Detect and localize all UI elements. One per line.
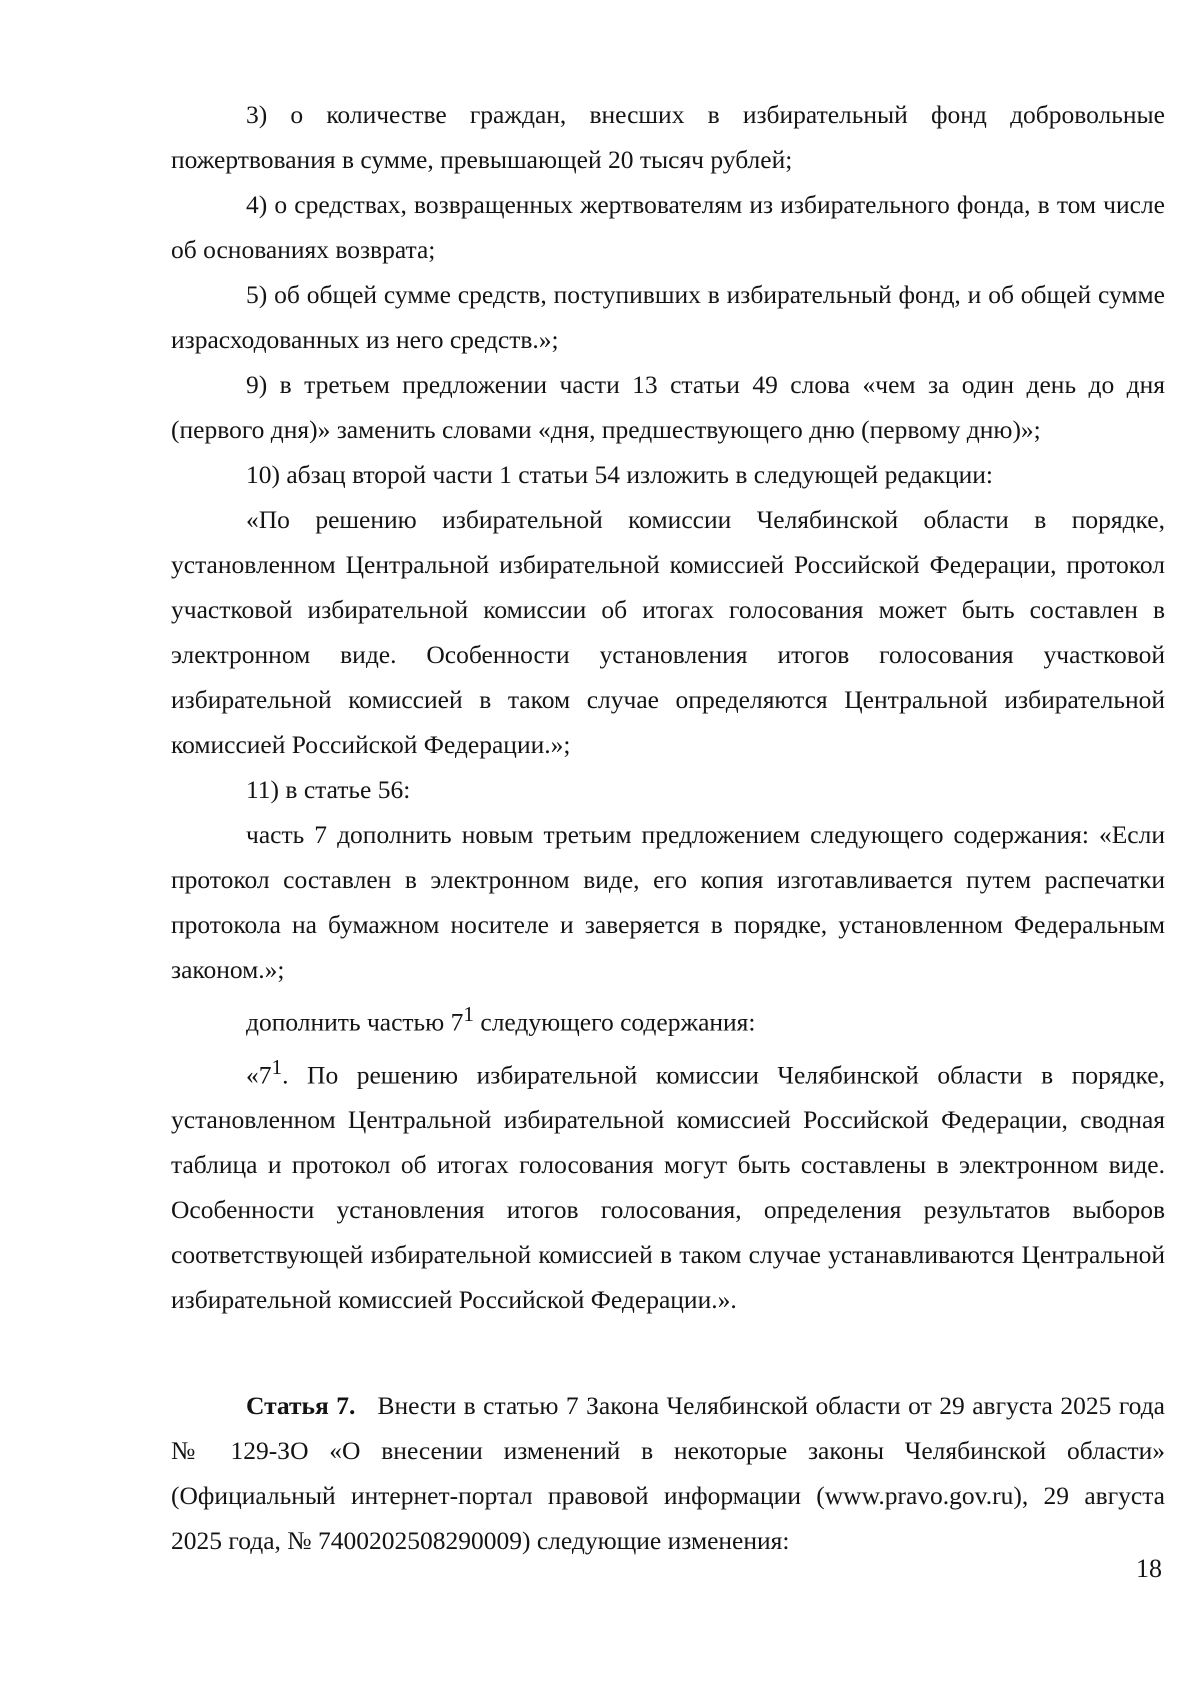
article-7 xyxy=(171,1383,1165,1563)
new-part-text: . По решению избирательной комиссии Челябинской области в порядке, установленном Центральной избирательной комиссией Российской Федерации, сводная таблица и протокол об итогах голосования могут быть составлены в электронном виде. Особенности установления итогов голосования, определения результатов выборов соответствующей избирательной комиссией в таком случае устанавливаются Центральной избирательной комиссией Российской Федерации.». xyxy=(171,1060,1165,1314)
page-number: 18 xyxy=(1136,1554,1162,1583)
paragraph-item-4: 4) о средствах, возвращенных жертвователям из избирательного фонда, в том числе об основаниях возврата; xyxy=(171,190,1165,264)
quoted-new-part xyxy=(171,1045,1165,1323)
article-text: Внести в статью 7 Закона Челябинской области от 29 августа 2025 года № 129-ЗО «О внесении изменений в некоторые законы Челябинской области» (Официальный интернет-портал правовой информации (www.pravo.gov.ru), 29 августа 2025 года, № 7400202508290009) следующие изменения: xyxy=(171,1391,1165,1555)
paragraph-amendment-10: 10) абзац второй части 1 статьи 54 изложить в следующей редакции: xyxy=(246,460,994,489)
paragraph-item-3: 3) о количестве граждан, внесших в избирательный фонд добровольные пожертвования в сумме, превышающей 20 тысяч рублей; xyxy=(171,100,1165,174)
paragraph-amendment-9: 9) в третьем предложении части 13 статьи 49 слова «чем за один день до дня (первого дня)» заменить словами «дня, предшествующего дню (первому дню)»; xyxy=(171,370,1165,444)
paragraph-amendment-11: 11) в статье 56: xyxy=(246,775,411,804)
paragraph-item-5: 5) об общей сумме средств, поступивших в избирательный фонд, и об общей сумме израсходованных из него средств.»; xyxy=(171,280,1165,354)
article-label: Статья 7. xyxy=(246,1391,356,1420)
document-body xyxy=(171,92,1165,1563)
new-part-lead: «7 xyxy=(246,1060,272,1089)
new-part-superscript: 1 xyxy=(271,1054,283,1079)
paragraph-part-7-addition: часть 7 дополнить новым третьим предложением следующего содержания: «Если протокол составлен в электронном виде, его копия изготавливается путем распечатки протокола на бумажном носителе и заверяется в порядке, установленном Федеральным законом.»; xyxy=(171,820,1165,984)
quoted-new-wording: «По решению избирательной комиссии Челябинской области в порядке, установленном Центральной избирательной комиссией Российской Федерации, протокол участковой избирательной комиссии об итогах голосования может быть составлен в электронном виде. Особенности установления итогов голосования участковой избирательной комиссией в таком случае определяются Центральной избирательной комиссией Российской Федерации.»; xyxy=(171,505,1165,759)
add-part-text: дополнить частью 7 xyxy=(246,1007,464,1037)
add-part-superscript: 1 xyxy=(463,1002,474,1026)
paragraph-add-part xyxy=(171,992,1165,1045)
add-part-tail: следующего содержания: xyxy=(474,1007,756,1037)
